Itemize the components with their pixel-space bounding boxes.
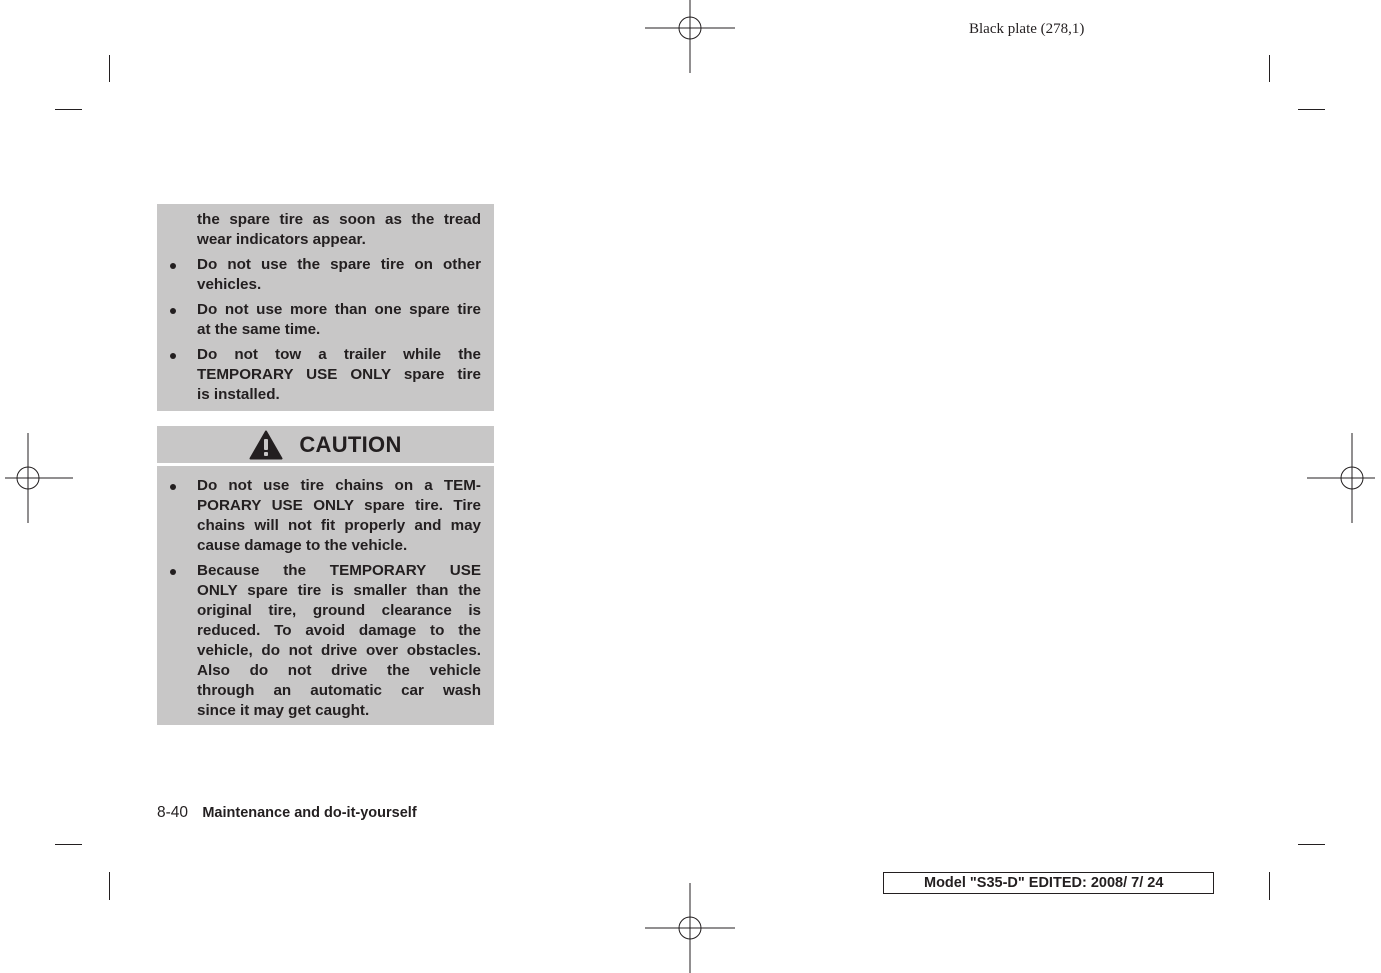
text-line: through an automatic car wash	[197, 682, 481, 699]
caution-title: CAUTION	[299, 431, 402, 457]
registration-mark-icon	[645, 883, 735, 973]
text-line: Do not use more than one spare tire	[197, 301, 481, 318]
crop-mark	[1269, 55, 1270, 82]
bullet-item	[197, 476, 481, 556]
text-line: reduced. To avoid damage to the	[197, 622, 481, 639]
crop-mark	[55, 109, 82, 110]
bullet-item	[197, 345, 481, 405]
warning-continuation-box	[157, 204, 494, 411]
text-line: Also do not drive the vehicle	[197, 662, 481, 679]
warning-triangle-icon	[249, 430, 283, 460]
plate-label: Black plate (278,1)	[969, 21, 1085, 37]
crop-mark	[1269, 872, 1270, 900]
crop-mark	[55, 844, 82, 845]
text-line: the spare tire as soon as the tread	[197, 211, 481, 228]
registration-mark-icon	[1307, 433, 1381, 523]
crop-mark	[1298, 844, 1325, 845]
bullet-item	[197, 255, 481, 295]
bullet-item	[197, 300, 481, 340]
text-line: wear indicators appear.	[197, 231, 366, 248]
page-number: 8-40	[157, 804, 189, 821]
text-line: Because the TEMPORARY USE	[197, 562, 481, 579]
text-line: at the same time.	[197, 321, 321, 338]
caution-header	[157, 426, 494, 463]
caution-body	[157, 466, 494, 725]
text-line: TEMPORARY USE ONLY spare tire	[197, 366, 481, 383]
text-line: PORARY USE ONLY spare tire. Tire	[197, 497, 481, 514]
bullet-item	[197, 561, 481, 721]
text-line: chains will not fit properly and may	[197, 517, 481, 534]
text-line: Do not use tire chains on a TEM-	[197, 477, 481, 494]
text-line: vehicles.	[197, 276, 262, 293]
text-line: cause damage to the vehicle.	[197, 537, 408, 554]
text-line: since it may get caught.	[197, 702, 370, 719]
text-line: original tire, ground clearance is	[197, 602, 481, 619]
registration-mark-icon	[645, 0, 735, 73]
crop-mark	[109, 55, 110, 82]
crop-mark	[109, 872, 110, 900]
section-title: Maintenance and do-it-yourself	[202, 805, 417, 821]
continuation-text	[197, 210, 481, 250]
model-edit-info: Model "S35-D" EDITED: 2008/ 7/ 24	[883, 872, 1214, 894]
crop-mark	[1298, 109, 1325, 110]
text-line: Do not tow a trailer while the	[197, 346, 481, 363]
text-line: vehicle, do not drive over obstacles.	[197, 642, 481, 659]
page-footer	[157, 804, 417, 822]
registration-mark-icon	[0, 433, 73, 523]
text-line: ONLY spare tire is smaller than the	[197, 582, 481, 599]
text-line: is installed.	[197, 386, 280, 403]
text-line: Do not use the spare tire on other	[197, 256, 481, 273]
